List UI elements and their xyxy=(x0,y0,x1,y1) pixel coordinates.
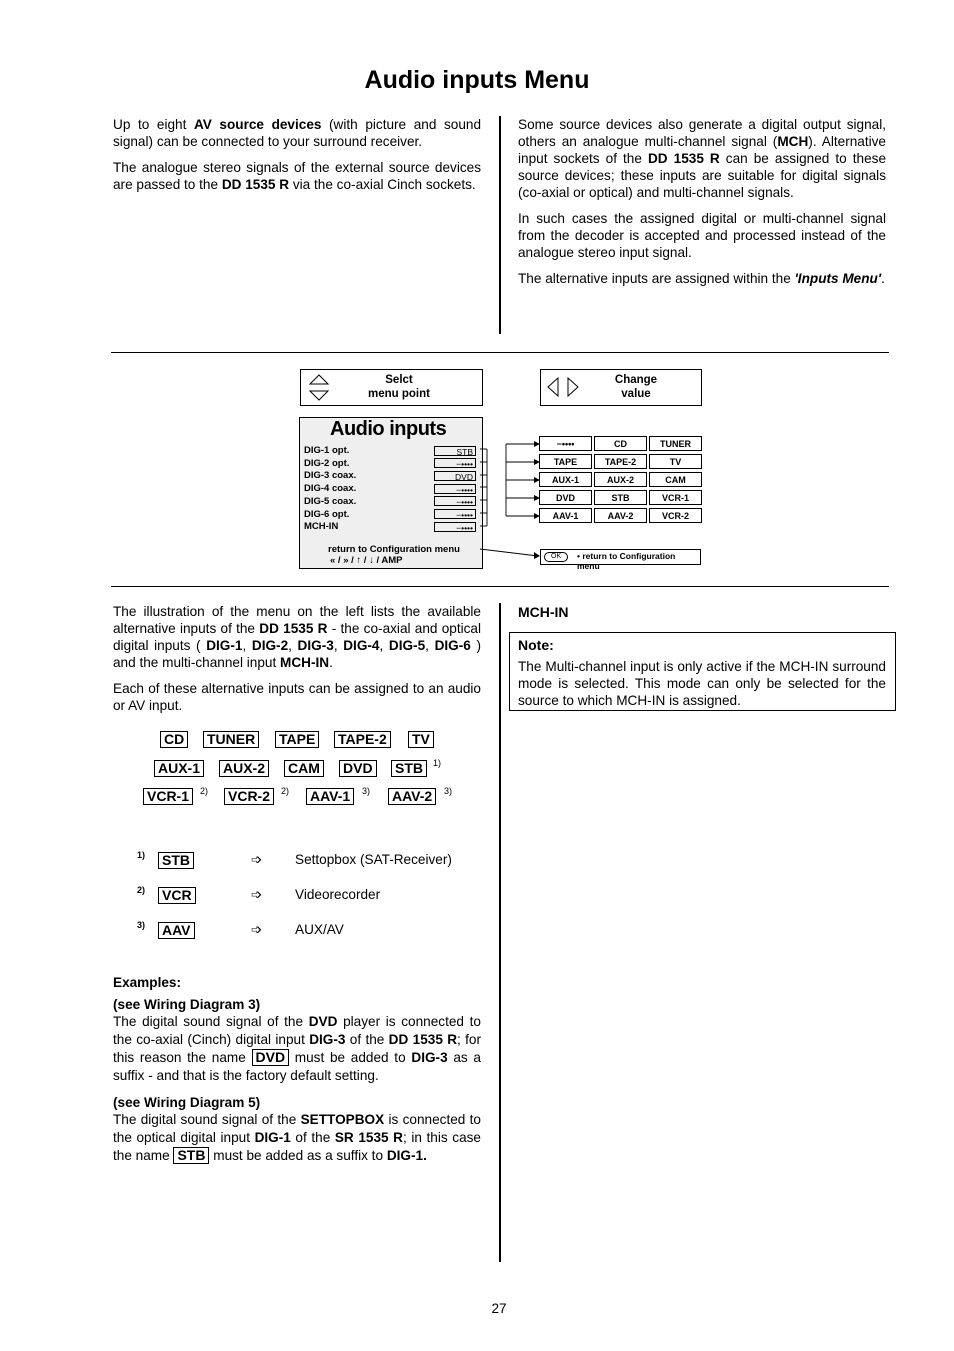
ok-return-bar xyxy=(540,549,701,571)
footnote-tag: STB xyxy=(158,852,194,869)
text-run: of the xyxy=(345,1032,389,1047)
arrow-icon: ➩ xyxy=(251,887,263,902)
text-run: ) and the multi-channel input xyxy=(113,638,481,670)
text-run: , xyxy=(425,638,435,653)
return-label: return to Configuration menu xyxy=(328,544,460,555)
text-run: SR 1535 R xyxy=(334,1130,403,1145)
select-label-1: Selct xyxy=(385,374,413,386)
column-divider-bottom xyxy=(499,603,501,1262)
text-run: MCH xyxy=(777,134,809,149)
text-run: SETTOPBOX xyxy=(300,1112,385,1127)
footnote-text: Settopbox (SAT-Receiver) xyxy=(295,852,452,867)
text-run: The illustration of the menu on the left lists the available alternative inputs of the xyxy=(113,604,481,636)
text-run: DIG-6 xyxy=(434,638,471,653)
option-cell: AUX-2 xyxy=(594,472,647,487)
note-text: The Multi-channel input is only active if the MCH-IN surround mode is selected. This mode can only be selected for the source to which MCH-IN is assigned. xyxy=(518,659,886,708)
footnote-mark: 2) xyxy=(200,786,209,796)
inline-source-tag: STB xyxy=(173,1147,209,1164)
inline-source-tag: DVD xyxy=(252,1049,290,1066)
text-run: DVD xyxy=(308,1014,338,1029)
change-label-2: value xyxy=(621,388,651,400)
mch-heading: MCH-IN xyxy=(518,604,569,620)
arrow-icon: ➩ xyxy=(251,922,263,937)
text-run: is connected to the optical digital input xyxy=(113,1112,481,1145)
text-run: DIG-3 xyxy=(411,1050,448,1065)
page-title: Audio inputs Menu xyxy=(364,66,590,94)
text-run: - the co-axial and optical digital inputs ( xyxy=(113,621,482,653)
source-tag: STB xyxy=(391,760,427,777)
source-tag: TAPE-2 xyxy=(334,731,391,748)
text-run: can be assigned to these source devices; these inputs are suitable for digital signals (co-axial or optical) and multi-channel signals. xyxy=(518,151,886,200)
text-run: 'Inputs Menu' xyxy=(794,271,882,286)
text-run: . xyxy=(881,271,885,286)
example-2-heading: (see Wiring Diagram 5) xyxy=(113,1095,261,1110)
menu-row-label: DIG-3 coax. xyxy=(304,470,357,482)
option-cell: CAM xyxy=(649,472,702,487)
menu-row-value: −•••• xyxy=(434,458,476,468)
text-run: . xyxy=(329,655,333,670)
menu-row-value: STB xyxy=(434,446,476,456)
option-cell: AAV-1 xyxy=(539,508,592,523)
up-down-arrows-icon xyxy=(307,371,333,405)
footnote-text: AUX/AV xyxy=(295,922,344,937)
left-right-arrows-icon xyxy=(544,373,584,403)
option-cell: AAV-2 xyxy=(594,508,647,523)
text-run: DIG-3 xyxy=(297,638,334,653)
footnote-text: Videorecorder xyxy=(295,887,381,902)
source-tag: AUX-2 xyxy=(219,760,269,777)
example-1-text xyxy=(113,1013,481,1085)
text-run: via the co-axial Cinch sockets. xyxy=(289,177,476,192)
text-run: DIG-1 xyxy=(254,1130,291,1145)
footnote-mark: 1) xyxy=(137,850,146,860)
source-tag: AAV-1 xyxy=(306,788,354,805)
text-run: Up to eight xyxy=(113,117,194,132)
option-cell: DVD xyxy=(539,490,592,505)
menu-row-value: DVD xyxy=(434,471,476,481)
option-cell: TV xyxy=(649,454,702,469)
footnote-mark: 3) xyxy=(137,920,146,930)
source-tag: VCR-1 xyxy=(143,788,193,805)
text-run: In such cases the assigned digital or multi-channel signal from the decoder is accepted and processed instead of the analogue stereo input signal. xyxy=(518,211,886,260)
page-number: 27 xyxy=(491,1301,507,1316)
lower-left-text xyxy=(113,603,481,723)
text-run: AV source devices xyxy=(193,117,322,132)
nav-line: « / » / ↑ / ↓ / AMP xyxy=(330,555,403,566)
source-tag: DVD xyxy=(339,760,377,777)
ok-button-icon: OK xyxy=(544,552,568,562)
text-run: must be added as a suffix to xyxy=(209,1148,387,1163)
menu-row-label: MCH-IN xyxy=(304,521,339,533)
example-1-heading: (see Wiring Diagram 3) xyxy=(113,997,261,1012)
note-title: Note: xyxy=(518,637,554,653)
text-run: The digital sound signal of the xyxy=(113,1014,309,1029)
option-cell: AUX-1 xyxy=(539,472,592,487)
example-2-text xyxy=(113,1111,481,1165)
text-run: The analogue stereo signals of the external source devices are passed to the xyxy=(113,160,481,192)
menu-row-label: DIG-4 coax. xyxy=(304,483,357,495)
option-cell: VCR-1 xyxy=(649,490,702,505)
source-tag: TV xyxy=(408,731,434,748)
option-cell: −•••• xyxy=(539,436,592,451)
select-legend xyxy=(300,369,483,406)
menu-row-value: −•••• xyxy=(434,496,476,506)
select-label-2: menu point xyxy=(368,388,430,400)
arrow-icon: ➩ xyxy=(251,852,263,867)
text-run: DD 1535 R xyxy=(647,151,720,166)
option-cell: TAPE xyxy=(539,454,592,469)
footnote-mark: 3) xyxy=(444,786,453,796)
option-cell: TAPE-2 xyxy=(594,454,647,469)
source-tag: AUX-1 xyxy=(154,760,204,777)
text-run: as a suffix - and that is the factory default setting. xyxy=(113,1050,481,1083)
examples-heading: Examples: xyxy=(113,975,182,990)
source-tag: TUNER xyxy=(203,731,259,748)
menu-row-value: −•••• xyxy=(434,509,476,519)
option-cell: VCR-2 xyxy=(649,508,702,523)
text-run: of the xyxy=(290,1130,335,1145)
option-cell: STB xyxy=(594,490,647,505)
menu-row-value: −•••• xyxy=(434,484,476,494)
text-run: DD 1535 R xyxy=(388,1032,458,1047)
menu-diagram xyxy=(0,0,954,600)
footnote-mark: 2) xyxy=(281,786,290,796)
text-run: Each of these alternative inputs can be assigned to an audio or AV input. xyxy=(113,681,481,713)
text-run: DIG-5 xyxy=(388,638,426,653)
change-legend xyxy=(540,369,702,406)
change-label-1: Change xyxy=(614,374,658,386)
text-run: DD 1535 R xyxy=(221,177,290,192)
text-run: must be added to xyxy=(289,1050,412,1065)
text-run: ; in this case the name xyxy=(113,1130,481,1163)
footnote-tag: VCR xyxy=(158,887,196,904)
ok-return-text: • return to Configuration menu xyxy=(577,551,676,571)
footnote-mark: 1) xyxy=(433,758,442,768)
menu-title: Audio inputs xyxy=(330,418,447,440)
text-run: DIG-2 xyxy=(251,638,289,653)
examples xyxy=(113,974,481,1174)
text-run: (with picture and sound signal) can be connected to your surround receiver. xyxy=(113,117,482,149)
footnote-mark: 3) xyxy=(362,786,371,796)
text-run: ). Alternative input sockets of the xyxy=(518,134,886,166)
source-tag: CD xyxy=(160,731,188,748)
lower-left-p2 xyxy=(113,680,481,714)
text-run: ; for this reason the name xyxy=(113,1032,481,1065)
menu-row-label: DIG-6 opt. xyxy=(304,508,350,520)
text-run: player is connected to the co-axial (Cinch) digital input xyxy=(113,1014,481,1047)
footnote-tag: AAV xyxy=(158,922,195,939)
text-run: MCH-IN xyxy=(280,655,330,670)
text-run: DIG-1. xyxy=(386,1148,427,1163)
text-run: DD 1535 R xyxy=(259,621,328,636)
source-tag: CAM xyxy=(284,760,324,777)
text-run: DIG-1 xyxy=(206,638,243,653)
menu-screen xyxy=(299,417,483,569)
note-box xyxy=(509,632,896,711)
text-run: DIG-3 xyxy=(309,1032,346,1047)
text-run: Some source devices also generate a digital output signal, others an analogue multi-channel signal ( xyxy=(518,117,886,149)
text-run: The digital sound signal of the xyxy=(113,1112,301,1127)
option-cell: TUNER xyxy=(649,436,702,451)
menu-row-label: DIG-1 opt. xyxy=(304,445,350,456)
source-tag: TAPE xyxy=(275,731,319,748)
text-run: , xyxy=(333,638,344,653)
option-cell: CD xyxy=(594,436,647,451)
menu-row-value: −•••• xyxy=(434,522,476,532)
lower-left-p1 xyxy=(113,603,481,671)
source-tag: VCR-2 xyxy=(224,788,274,805)
footnote-mark: 2) xyxy=(137,885,146,895)
text-run: , xyxy=(288,638,298,653)
text-run: , xyxy=(242,638,252,653)
source-tag: AAV-2 xyxy=(388,788,436,805)
text-run: DIG-4 xyxy=(343,638,380,653)
menu-row-label: DIG-2 opt. xyxy=(304,457,350,469)
menu-row-label: DIG-5 coax. xyxy=(304,495,357,507)
text-run: The alternative inputs are assigned within the xyxy=(518,271,795,286)
divider-bottom xyxy=(111,586,889,587)
text-run: , xyxy=(379,638,389,653)
